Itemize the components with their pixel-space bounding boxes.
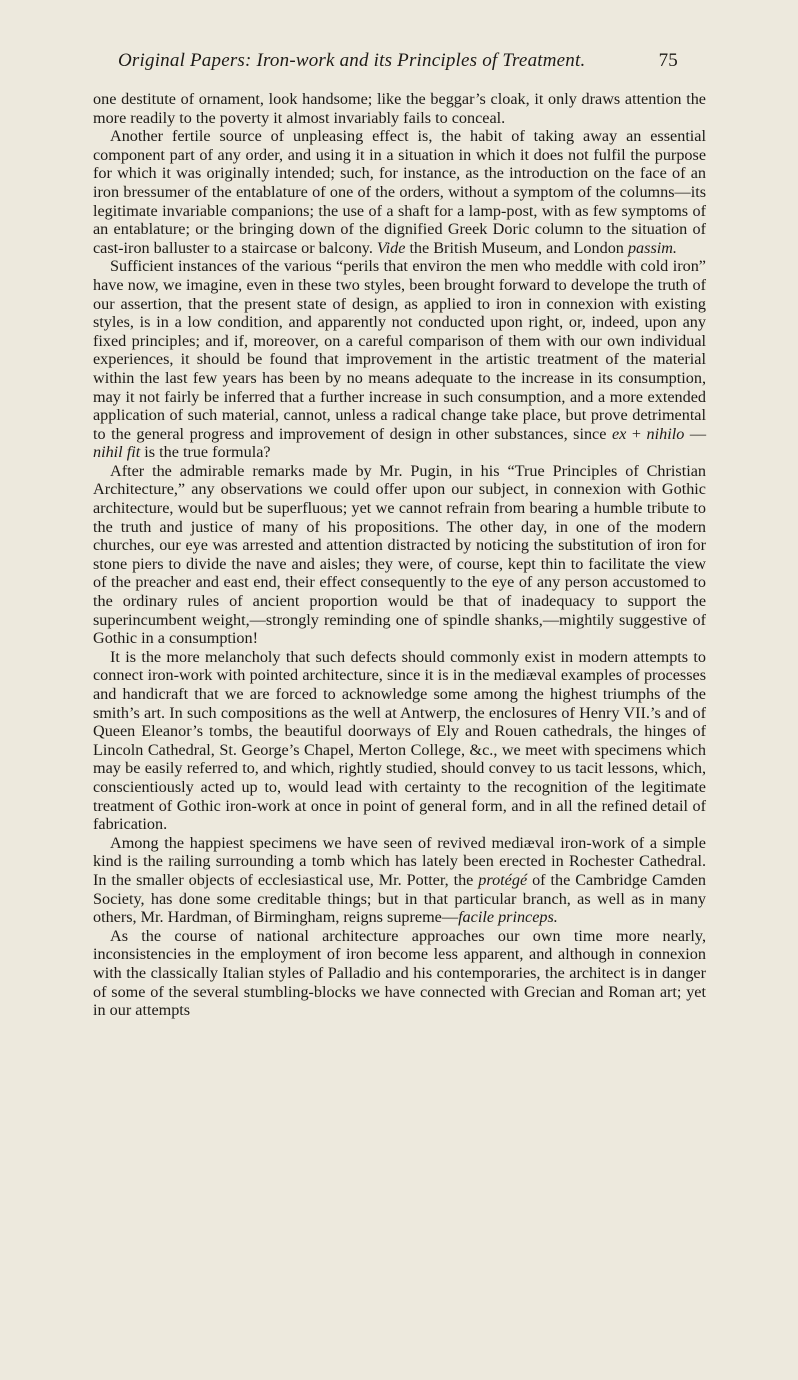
italic-text: passim. [627,238,677,257]
paragraph [93,927,706,1020]
running-header [118,50,678,76]
italic-text: ex [611,424,627,443]
paragraph [93,834,706,927]
text-segment: one destitute of ornament, look handsome; like the beggar’s cloak, it only draws attention the more readily to the poverty it almost invariably fails to conceal. [93,90,706,127]
italic-text: nihilo [646,424,685,443]
running-title: Original Papers: Iron-work and its Principles of Treatment. [118,50,586,71]
text-segment: + [626,424,647,443]
text-segment: Sufficient instances of the various “perils that environ the men who meddle with cold iron” have now, we imagine, even in these two styles, been brought forward to develope the truth of our assertion, that the present state of design, as applied to iron in connexion with existing styles, is in a low condition, and apparently not conducted upon right, or, indeed, upon any fixed principles; and if, moreover, on a careful comparison of them with our own individual experiences, it should be found that improvement in the artistic treatment of the material within the last few years has been by no means adequate to the increase in its consumption, may it not fairly be inferred that a further increase in such consumption, and a more extended application of such material, cannot, unless a radical change take place, but prove detrimental to the general progress and improvement of design in other substances, since [93,257,706,443]
paragraph [93,257,706,462]
paragraph [93,648,706,834]
text-segment: of the Cambridge Camden Society, has done some creditable things; but in that particular branch, as well as in many others, Mr. Hardman, of Birmingham, reigns supreme— [93,870,706,927]
text-segment: — [684,424,707,443]
italic-text: protégé [478,870,528,889]
text-segment: Among the happiest specimens we have seen of revived mediæval iron-work of a simple kind is the railing surrounding a tomb which has lately been erected in Rochester Cathedral. In the smaller objects of ecclesiastical use, Mr. Potter, the [93,833,706,889]
text-segment: After the admirable remarks made by Mr. Pugin, in his “True Principles of Christian Architecture,” any observations we could offer upon our subject, in connexion with Gothic architecture, would but be superfluous; yet we cannot refrain from bearing a humble tribute to the truth and justice of many of his propositions. The other day, in one of the modern churches, our eye was arrested and attention distracted by noticing the substitution of iron for stone piers to divide the nave and aisles; they were, of course, kept thin to facilitate the view of the preacher and east end, their effect consequently to the eye of any person accustomed to the ordinary rules of ancient proportion would be that of inadequacy to support the superincumbent weight,—strongly reminding one of spindle shanks,—mightily suggestive of Gothic in a consumption! [93,461,706,648]
paragraph [93,127,706,257]
paragraph [93,462,706,648]
text-segment: the British Museum, and London [405,238,628,257]
page-number: 75 [658,50,678,71]
text-segment: It is the more melancholy that such defects should commonly exist in modern attempts to connect iron-work with pointed architecture, since it is in the mediæval examples of processes and handicraft that we are forced to acknowledge some among the highest triumphs of the smith’s art. In such compositions as the well at Antwerp, the enclosures of Henry VII.’s and of Queen Eleanor’s tombs, the beautiful doorways of Ely and Rouen cathedrals, the hinges of Lincoln Cathedral, St. George’s Chapel, Merton College, &c., we meet with specimens which may be easily referred to, and which, rightly studied, should convey to us tacit lessons, which, conscientiously acted up to, would lead with certainty to the recognition of the legitimate treatment of Gothic iron-work at once in point of general form, and in all the refined detail of fabrication. [93,647,706,834]
paragraph [93,90,706,127]
body-text [93,90,706,1020]
text-segment: As the course of national architecture approaches our own time more nearly, inconsistencies in the employment of iron become less apparent, and although in connexion with the classically Italian styles of Palladio and his contemporaries, the architect is in danger of some of the several stumbling-blocks we have connected with Grecian and Roman art; yet in our attempts [93,926,706,1020]
text-segment: is the true formula? [140,443,271,462]
italic-text: Vide [376,238,406,257]
italic-text: facile princeps. [458,908,558,927]
italic-text: nihil fit [93,443,141,462]
text-segment: Another fertile source of unpleasing effect is, the habit of taking away an essential component part of any order, and using it in a situation in which it does not fulfil the purpose for which it was originally intended; such, for instance, as the introduction on the face of an iron bressumer of the entablature of one of the orders, without a symptom of the columns—its legitimate invariable companions; the use of a shaft for a lamp-post, with as few symptoms of an entablature; or the bringing down of the dignified Greek Doric column to the situation of cast-iron balluster to a staircase or balcony. [93,127,706,257]
